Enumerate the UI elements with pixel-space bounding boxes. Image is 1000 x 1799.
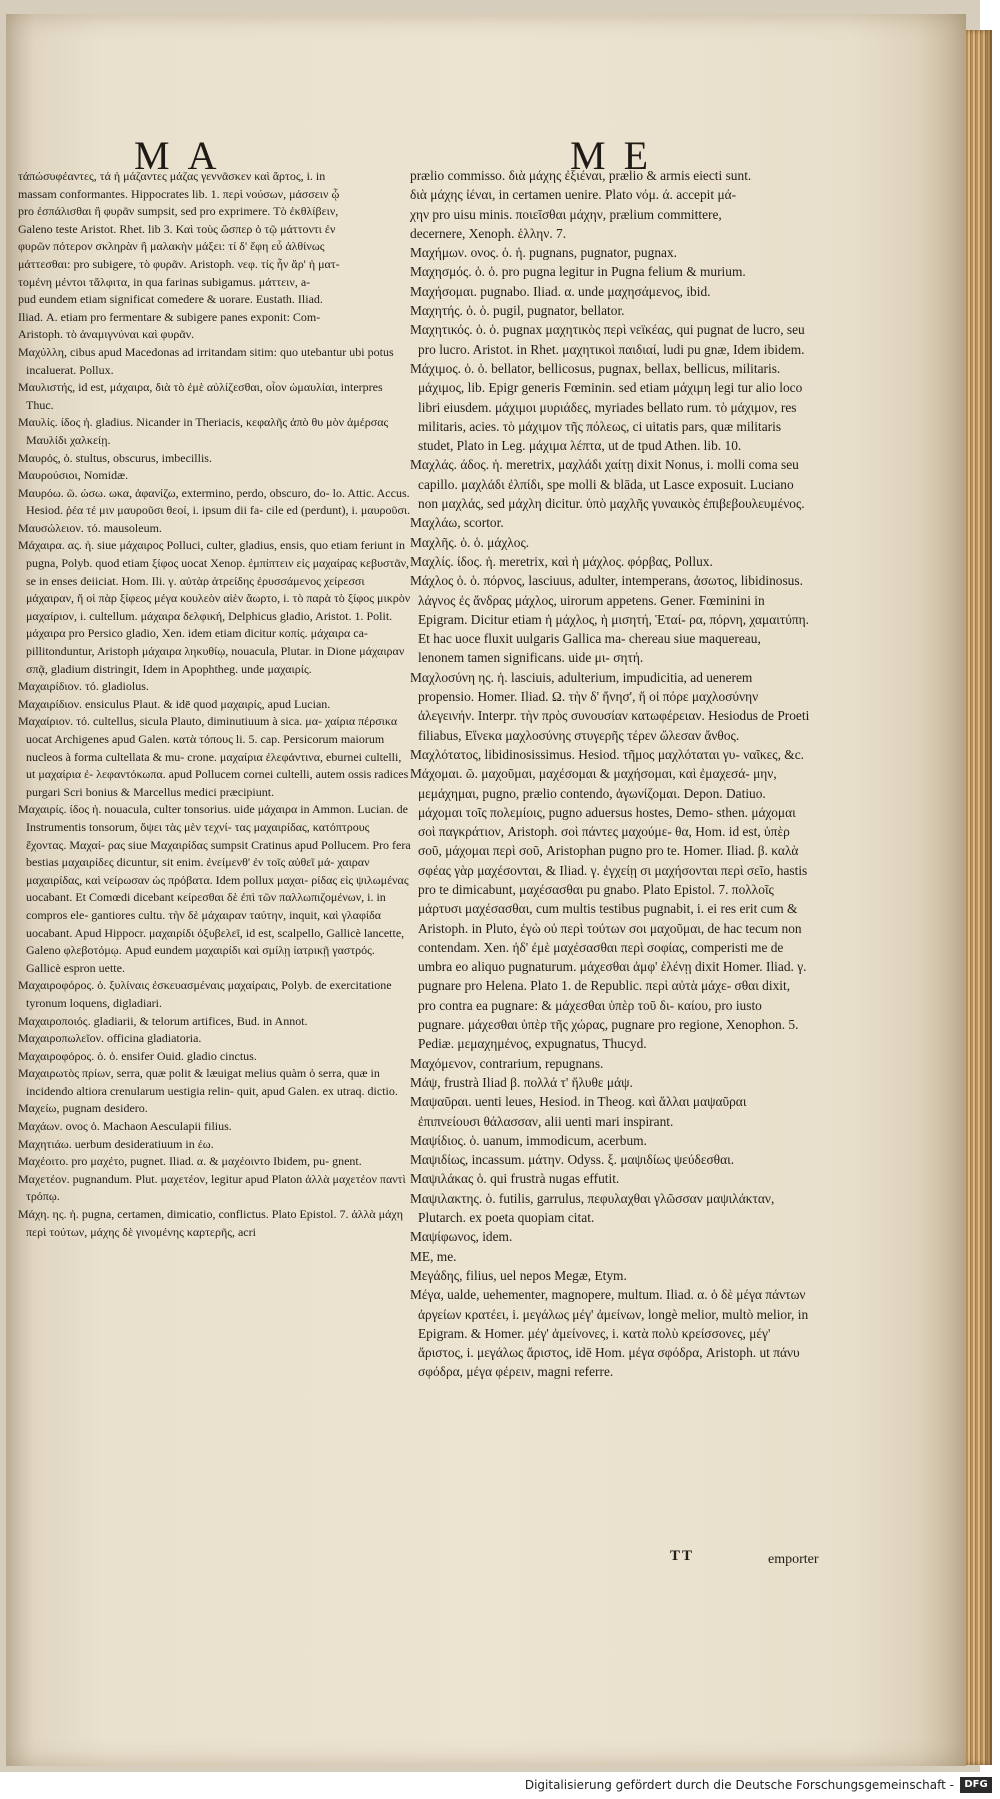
dfg-logo: DFG xyxy=(960,1777,992,1793)
dictionary-entry: Μαυρούσιοι, Nomidæ. xyxy=(18,468,129,483)
dictionary-entry: Μάχλος ὁ. ὁ. πόρνος, lasciuus, adulter, intemperans, ἀσωτος, libidinosus. λάγνος ἐς ἄνδρας μάχλος, uirorum appetens. Gener. Fœminini in Epigram. Dicitur etiam ἡ μάχλος, ἡ μισητή, Ἑταί- ρα, πόρνη, χαμαιτύπη. Et hac uoce fluxit uulgaris Gallica ma- chereau siue maquereau, lenonem tamen significans. uide μι- σητή. xyxy=(410,573,809,666)
signature-mark: TT xyxy=(670,1548,695,1564)
dictionary-entry: Μαψίδιος. ὁ. uanum, immodicum, acerbum. xyxy=(410,1132,647,1148)
dictionary-entry: Μαχαιροποιός. gladiarii, & telorum artifices, Bud. in Annot. xyxy=(18,1013,308,1028)
dictionary-entry: Μαυλίς. ίδος ἡ. gladius. Nicander in Theriacis, κεφαλῆς ἀπὸ θυ μὸν ἀμέρσας Μαυλίδι χαλκείῃ. xyxy=(18,415,389,447)
dictionary-entry: Μαχλίς. ίδος. ἡ. meretrix, καὶ ἡ μάχλος. φόρβας, Pollux. xyxy=(410,553,713,569)
dictionary-entry: Μαχαιρίς. ίδος ἡ. nouacula, culter tonsorius. uide μάχαιρα in Ammon. Lucian. de Instrumentis tonsorum, ὄψει τὰς μὲν τεχνί- τας μαχαιρίδας, κατόπτρους ἔχοντας. Μαχαί- ρας siue Μαχαιρίδας sumpsit Cratinus apud Pollucem. Pro fera bestias μαχαιρίδες dicuntur, sit enim. ἐνείμενθ' ἐν τοῖς αὐθεῖ μά- χαιραν μαχαιρίδας, καὶ νείρωσαν ὡς πρόβατα. Idem pollux μαχαι- ρίδας εἰς ψιλωμένας uocabant. Et Comœdi dicebant κείρεσθαι δὲ ἐπὶ τῶν παλλωπιζομένων, i. in compros ele- gantiores cultu. τὴν δὲ μάχαιραν ταύτην, inquit, καὶ γλαφίδα uocabant. Apud Hippocr. μαχαιρίδι ὀξυβελεῖ, id est, scalpello, Gallicè lancette, Galeno φλεβοτόμῳ. Apud eundem μαχαιρίδι καὶ σμίλῃ ἰατρικῇ γαστρός. Gallicè espron uette. xyxy=(18,802,411,975)
dictionary-entry: ΜΕ, me. xyxy=(410,1248,457,1264)
dictionary-entry: Μαχλότατος, libidinosissimus. Hesiod. τῆμος μαχλόταται γυ- ναῖκες, &c. xyxy=(410,746,804,762)
dictionary-entry: τομένη μέντοι τἄλφιτα, in qua farinas subigamus. μάττειν, a- xyxy=(18,274,311,289)
dictionary-entry: Μαχαιρωτὸς πρίων, serra, quæ polit & læuigat melius quàm ὁ serra, quæ in incidendo altiora crenularum uestigia relin- quit, apud Galen. ex utraq. dictio. xyxy=(18,1066,398,1098)
dictionary-entry: Μαχαιροφόρος. ὁ. ὁ. ensifer Ouid. gladio cinctus. xyxy=(18,1048,257,1063)
footer-credit: Digitalisierung gefördert durch die Deutsche Forschungsgemeinschaft - xyxy=(524,1778,954,1792)
dictionary-entry: Μάχομαι. ῶ. μαχοῦμαι, μαχέσομαι & μαχήσομαι, καὶ ἐμαχεσά- μην, μεμάχημαι, pugno, prælio contendo, ἀγωνίζομαι. Depon. Datiuo. μάχομαι τοῖς πολεμίοις, pugno aduersus hostes, Demo- sthen. μάχομαι σοὶ παγκράτιον, Aristoph. σοὶ πάντες μαχούμε- θα, Hom. id est, ὑπὲρ σοῦ, μάχομαι περὶ σοῦ, Aristophan pugno pro te. Homer. Iliad. β. καλὰ σφέας γὰρ μαχέσονται, & Iliad. γ. ἐγχείῃ σι μαχήσονται περὶ σεῖο, hastis pro te dimicabunt, μαχέσασθαι pu gnabo. Plato Epistol. 7. πολλοῖς μάρτυσι μαχέσασθαι, cum multis testibus pugnabit, i. ei res erit cum & Aristoph. in Pluto, ἐγὼ οὐ περὶ τούτων σοι μαχοῦμαι, de hac tecum non contendam. Xen. ἠδ' ἐμὲ μαχέσασθαι περὶ σοφίας, comperisti me de umbra eo aliquo pugnaturum. μάχεσθαι ἀμφ' ἑλένῃ dixit Homer. Iliad. γ. pugnare pro Helena. Plato 1. de Republic. περὶ αὐτὰ μάχε- σθαι dixit, pro contra ea pugnare: & μάχεσθαι ὑπὲρ τοῦ δι- καίου, pro iusto pugnare. μάχεσθαι ὑπὲρ τῆς χώρας, pugnare pro regione, Xenophon. 5. Pediæ. μεμαχημένος, expugnatus, Thucyd. xyxy=(410,766,808,1052)
dictionary-entry: Iliad. Α. etiam pro fermentare & subigere panes exponit: Com- xyxy=(18,309,321,324)
dictionary-entry: Μαχαιροπωλεῖον. officina gladiatoria. xyxy=(18,1031,202,1046)
dictionary-entry: Μέγα, ualde, uehementer, magnopere, multum. Iliad. α. ὁ δὲ μέγα πάντων ἀργείων κρατέει, i. μεγάλως μέγ' ἀμείνων, longè melior, multò melior, in Epigram. & Homer. μέγ' ἀμείνονες, i. κατὰ πολὺ κρείσσονες, μέγ' ἄριστος, i. μεγάλως ἄριστος, idē Hom. μέγα σφόδρα, Aristoph. ut πάνυ σφόδρα, μέγα φέρειν, magni referre. xyxy=(410,1287,809,1380)
dictionary-entry: μάττεσθαι: pro subigere, τὸ φυρᾶν. Aristoph. νεφ. τίς ἦν ἄρ' ἡ ματ- xyxy=(18,256,340,271)
dictionary-entry: Μαχαιροφόρος. ὁ. ξυλίναις ἐσκευασμέναις μαχαίραις, Polyb. de exercitatione tyronum loquens, digladiari. xyxy=(18,978,392,1010)
dictionary-entry: Μαυσώλειον. τό. mausoleum. xyxy=(18,520,162,535)
dictionary-entry: Μαχετέον. pugnandum. Plut. μαχετέον, legitur apud Platon ἀλλὰ μαχετέον παντὶ τρόπῳ. xyxy=(18,1171,406,1204)
right-column xyxy=(410,166,810,1382)
dictionary-entry: Μαχαιρίδιον. ensiculus Plaut. & idē quod μαχαιρίς, apud Lucian. xyxy=(18,696,331,711)
dictionary-entry: Μεγάδης, filius, uel nepos Megæ, Etym. xyxy=(410,1267,627,1283)
dictionary-entry: Μαχείω, pugnam desidero. xyxy=(18,1101,148,1116)
page-fore-edge xyxy=(966,30,992,1765)
dictionary-entry: Μάχαιρα. ας. ἡ. siue μάχαιρος Polluci, culter, gladius, ensis, quo etiam feriunt in pugna, Polyb. quod etiam ξίφος uocat Xenop. ἐμπίπτειν εἰς μαχαίρας κεβυστᾶν, se in enses deiiciat. Hom. Ili. γ. αὐτὰρ ἀτρείδης ἐρυσσάμενος χείρεσσι μάχαιραν, ἥ οἱ πὰρ ξίφεος μέγα κουλεὸν αἰὲν ἄωρτο, i. τὸ παρὰ τὸ ξίφος μικρὸν μαχαίριον, i. cultellum. μάχαιρα δελφική, Delphicus gladio, Aristot. 1. Polit. μάχαιρα pro Persico gladio, Xen. idem etiam dicitur κοπίς. μάχαιρα ca- pillitonduntur, Aristoph μάχαιρα ληκυθίῳ, nouacula, Plutar. in Dione μάχαιραν σπᾷ, gladium distringit, Idem in Apophtheg. unde μαχαιρίς. xyxy=(18,538,411,676)
dictionary-entry: pro ἐσπάλισθαι ἢ φυρᾶν sumpsit, sed pro exprimere. Τὸ ἐκθλίβειν, xyxy=(18,204,339,219)
dictionary-entry: Μάχιμος. ὁ. ὁ. bellator, bellicosus, pugnax, bellax, bellicus, militaris. μάχιμος, lib. Epigr generis Fœminin. sed etiam μάχιμη legi tur alio loco libri eiusdem. μάχιμοι μυριάδες, myriades bellato rum. τὸ μάχιμον, res militaris, acies. τὸ μάχιμον τῆς πόλεως, ci uitatis pars, quæ militaris studet, Plato in Leg. μάχιμα λέπτα, ut de tpud Athen. lib. 10. xyxy=(410,360,803,454)
dictionary-entry: prælio commisso. διὰ μάχης ἐξιέναι, prælio & armis eiecti sunt. xyxy=(410,168,752,183)
dictionary-entry: Μαψιλακτης. ὁ. futilis, garrulus, πεφυλαχθαι γλῶσσαν μαψιλάκταν, Plutarch. ex poeta quopiam citat. xyxy=(410,1190,775,1226)
catchword: emporter xyxy=(768,1552,819,1567)
dictionary-entry: Μαυρός, ὁ. stultus, obscurus, imbecillis. xyxy=(18,450,212,465)
dictionary-entry: Μαχαίριον. τό. cultellus, sicula Plauto, diminutiuum à sica. μα- χαίρια πέρσικα uocat Archigenes apud Galen. κατὰ τόπους li. 5. cap. Persicorum maiorum nucleos à forma cultellata & mu- crone. μαχαίρια ἐλεφάντινα, eburnei cultelli, ut μαχαίρια ἐ- λεφαντόκωπα. apud Pollucem cornei cultelli, autem ossis radices purgari Scri bonius & Marcellus medici præcipiunt. xyxy=(18,714,409,799)
dictionary-entry: φυρῶν πότερον σκληρὰν ἢ μαλακὴν μάξει: τί δ' ἔφη εὖ ἀλθίνως xyxy=(18,239,325,254)
dictionary-entry: Μαχαιρίδιον. τό. gladiolus. xyxy=(18,679,149,694)
dictionary-entry: Μαχητικός. ὁ. ὁ. pugnax μαχητικὸς περὶ νεϊκέας, qui pugnat de lucro, seu pro lucro. Aristot. in Rhet. μαχητικοὶ παιδιαί, ludi pu gnæ, Idem ibidem. xyxy=(410,322,805,357)
dictionary-entry: Μαχλάς. άδος. ἡ. meretrix, μαχλάδι χαίτῃ dixit Nonus, i. molli coma seu capillo. μαχλάδι ἐλπίδι, spe molli & blāda, ut Lasce exposuit. Luciano non μαχλάς, sed μάχλη dicitur. ὑπὸ μαχλῆς γυναικὸς ἐπιβεβουλευμένος. xyxy=(410,457,805,512)
dictionary-entry: Μαχλοσύνη ης. ἡ. lasciuis, adulterium, impudicitia, ad uenerem propensio. Homer. Iliad. Ω. τὴν δ' ἤνησ', ἥ οἱ πόρε μαχλοσύνην ἀλεγεινήν. Interpr. τὴν πρὸς συνουσίαν κατωφέρειαν. Hesiodus de Proeti filiabus, Εἵνεκα μαχλοσύνης στυγερῆς τέρεν ὤλεσαν ἄνθος. xyxy=(410,669,810,743)
dictionary-entry: Μαψαῦραι. uenti leues, Hesiod. in Theog. καὶ ἄλλαι μαψαῦραι ἐπιπνείουσι θάλασσαν, alii uenti mari inspirant. xyxy=(410,1094,747,1129)
dictionary-entry: Μαχήμων. ονος. ὁ. ἡ. pugnans, pugnator, pugnax. xyxy=(410,245,677,261)
dictionary-entry: Μαυρόω. ῶ. ώσω. ωκα, ἀφανίζω, extermino, perdo, obscuro, do- lo. Attic. Accus. Hesiod. ῥέα τέ μιν μαυροῦσι θεοί, i. ipsum dii fa- cile ed (perdunt), i. μαυροῦσι. xyxy=(18,485,411,518)
left-column xyxy=(18,168,412,1241)
dictionary-entry: massam conformantes. Hippocrates lib. 1. περὶ νούσων, μάσσειν ᾧ xyxy=(18,186,340,201)
dictionary-entry: Μαχάων. ονος ὁ. Machaon Aesculapii filius. xyxy=(18,1119,232,1134)
dictionary-entry: χην pro uisu minis. ποιεῖσθαι μάχην, prælium committere, xyxy=(410,206,722,222)
dictionary-entry: Μαχητής. ὁ. ὁ. pugil, pugnator, bellator. xyxy=(410,303,625,319)
dictionary-entry: Μαχητιάω. uerbum desideratiuum in έω. xyxy=(18,1136,214,1151)
footer-bar xyxy=(0,1772,1000,1799)
dictionary-entry: Μαυλιστής, id est, μάχαιρα, διὰ τὸ ἐμὲ αὐλίζεσθαι, οἷον ὠμαυλίαι, interpres Thuc. xyxy=(18,380,383,412)
dictionary-entry: Galeno teste Aristot. Rhet. lib 3. Καὶ τοὺς ὥσπερ ὁ τῷ μάττοντι ἐν xyxy=(18,221,336,236)
dictionary-entry: διὰ μάχης ἰέναι, in certamen uenire. Plato νόμ. ά. accepit μά- xyxy=(410,187,737,203)
dictionary-entry: Μάχη. ης. ἡ. pugna, certamen, dimicatio, conflictus. Plato Epistol. 7. ἀλλὰ μάχη περὶ τούτων, μάχης δὲ γινομένης καρτερῆς, acri xyxy=(18,1207,404,1239)
dictionary-entry: decernere, Xenoph. ἑλλην. 7. xyxy=(410,225,567,241)
dictionary-entry: Μαψίφωνος, idem. xyxy=(410,1229,513,1245)
dictionary-entry: Μαχύλλη, cibus apud Macedonas ad irritandam sitim: quo utebantur ubi potus incaluerat. Pollux. xyxy=(18,344,394,377)
page xyxy=(6,14,966,1766)
dictionary-entry: τάπώσυφέαντες, τά ἠ μάζαντες μάζας γεννᾶσκεν καὶ ἄρτος, i. in xyxy=(18,169,326,183)
dictionary-entry: pud eundem etiam significat comedere & uorare. Eustath. Iliad. xyxy=(18,292,323,307)
dictionary-entry: Μαχλῆς. ὁ. ὁ. μάχλος. xyxy=(410,534,530,550)
dictionary-entry: Μαχέοιτο. pro μαχέτο, pugnet. Iliad. α. & μαχέοιντο Ibidem, pu- gnent. xyxy=(18,1154,362,1169)
dictionary-entry: Aristoph. τὸ ἀναμιγνύναι καὶ φυρᾶν. xyxy=(18,327,195,342)
dictionary-entry: Μαχόμενον, contrarium, repugnans. xyxy=(410,1055,604,1071)
running-header-right: ME xyxy=(570,133,666,178)
dictionary-entry: Μαχήσομαι. pugnabo. Iliad. α. unde μαχησάμενος, ibid. xyxy=(410,283,711,299)
dictionary-entry: Μαψιλάκας ὁ. qui frustrà nugas effutit. xyxy=(410,1171,620,1187)
dictionary-entry: Μάψ, frustrà Iliad β. πολλά τ' ἤλυθε μάψ. xyxy=(410,1074,633,1090)
dictionary-entry: Μαψιδίως, incassum. μάτην. Odyss. ξ. μαψιδίως ψεύδεσθαι. xyxy=(410,1152,735,1168)
dictionary-entry: Μαχλάω, scortor. xyxy=(410,515,504,531)
dictionary-entry: Μαχησμός. ὁ. ὁ. pro pugna legitur in Pugna felium & murium. xyxy=(410,264,746,280)
running-header-left: MA xyxy=(134,133,235,178)
